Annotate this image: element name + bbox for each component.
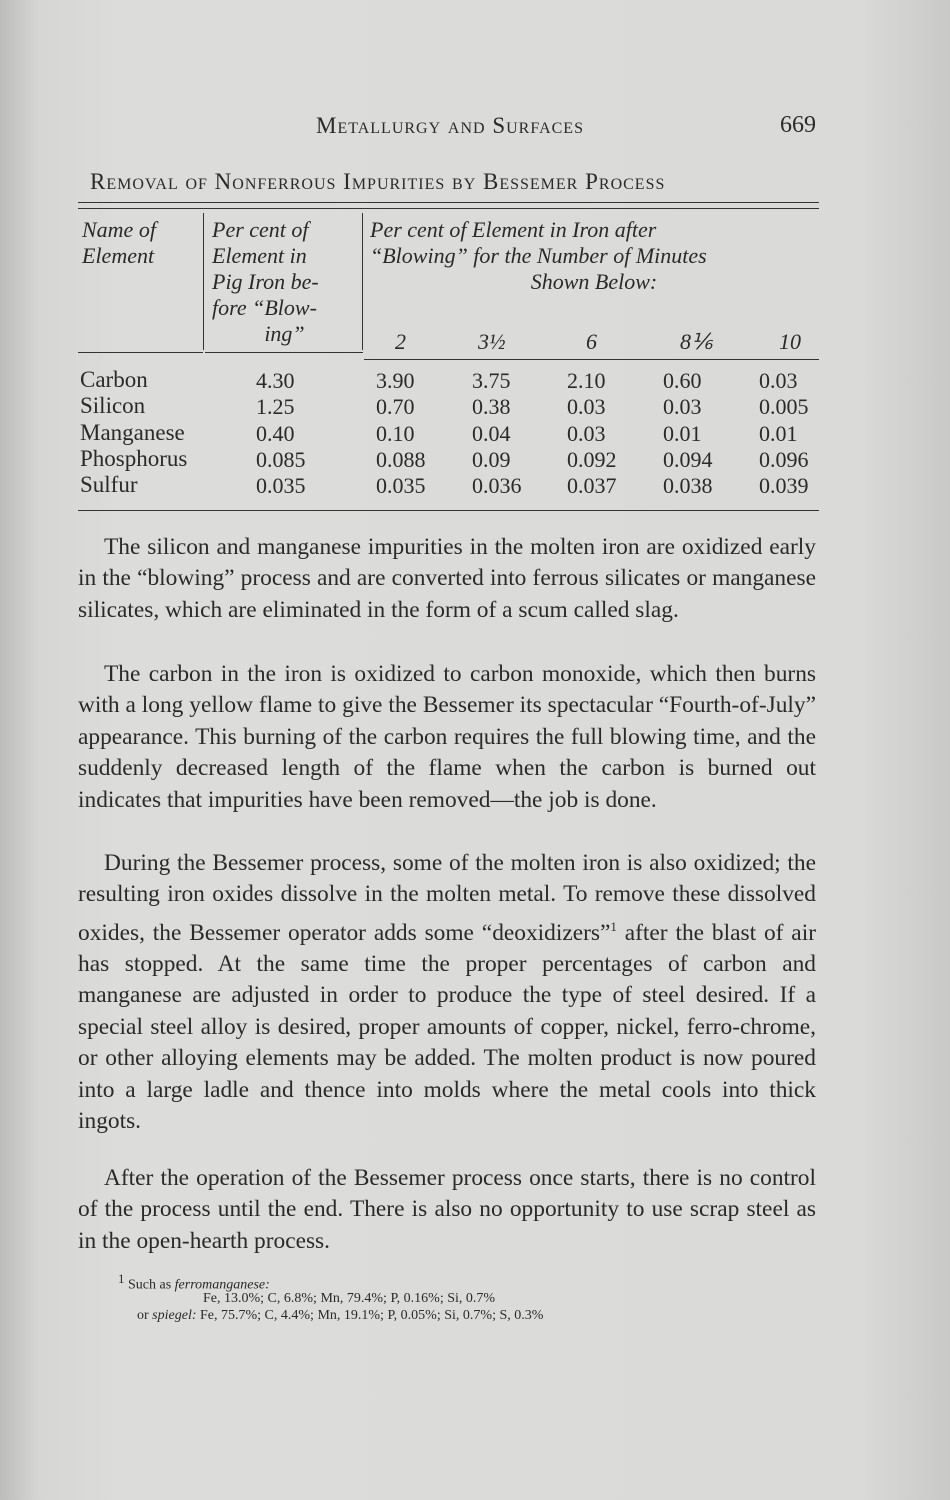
footnote-mark: 1 xyxy=(118,1271,125,1286)
header-line: fore “Blow- xyxy=(212,295,317,320)
header-line: Element in xyxy=(212,243,307,268)
cell-value: 3.75 xyxy=(472,368,511,393)
before-value: 0.085 xyxy=(256,447,306,472)
cell-value: 0.094 xyxy=(663,447,713,472)
cell-value: 0.03 xyxy=(663,394,702,419)
header-line: Shown Below: xyxy=(530,269,658,294)
footnote-ref: 1 xyxy=(610,918,617,934)
cell-value: 0.01 xyxy=(759,421,798,446)
header-name-of-element xyxy=(82,217,156,269)
paragraph-3-part-b: after the blast of air has stopped. At the same time the proper percentages of carbon and manganese are adjusted in order to produce the type of steel desired. If a special steel alloy is desired, proper amounts of copper, nickel, ferro-chrome, or other alloying elements may be added. The molten product is now poured into a large ladle and thence into molds where the metal cools into thick ingots. xyxy=(78,919,816,1135)
minutes-8-sixth: 8⅙ xyxy=(680,329,713,354)
cell-value: 0.092 xyxy=(567,447,617,472)
before-value: 0.035 xyxy=(256,473,306,498)
minutes-3-half: 3½ xyxy=(478,329,506,354)
cell-value: 2.10 xyxy=(567,368,606,393)
header-per-cent-after xyxy=(370,217,818,295)
header-bottom-rule-3 xyxy=(364,359,819,360)
minutes-10: 10 xyxy=(779,329,801,354)
table-top-rule xyxy=(78,202,819,203)
element-name: Silicon xyxy=(80,393,146,418)
column-divider-1 xyxy=(203,213,204,350)
cell-value: 0.039 xyxy=(759,473,809,498)
cell-value: 0.005 xyxy=(759,394,809,419)
cell-value: 0.035 xyxy=(376,473,426,498)
table-title: Removal of Nonferrous Impurities by Bessemer Process xyxy=(90,169,666,194)
header-line: Name of xyxy=(82,217,156,242)
paragraph-2: The carbon in the iron is oxidized to carbon monoxide, which then burns with a long yellow flame to give the Bessemer its spectacular “Fourth-of-July” appearance. This burning of the carbon requires the full blowing time, and the suddenly decreased length of the flame when the carbon is burned out indicates that impurities have been removed—the job is done. xyxy=(78,661,816,813)
cell-value: 0.60 xyxy=(663,368,702,393)
footnote-spiegel-label: spiegel: xyxy=(152,1308,197,1323)
element-name: Carbon xyxy=(80,367,148,392)
paragraph-4: After the operation of the Bessemer process once starts, there is no control of the process until the end. There is also no opportunity to use scrap steel as in the open-hearth process. xyxy=(78,1165,816,1254)
paragraph-1: The silicon and manganese impurities in the molten iron are oxidized early in the “blowing” process and are converted into ferrous silicates or manganese silicates, which are eliminated in the form of a scum called slag. xyxy=(78,534,816,623)
cell-value: 0.38 xyxy=(472,394,511,419)
header-line: “Blowing” for the Number of Minutes xyxy=(370,243,707,268)
cell-value: 3.90 xyxy=(376,368,415,393)
before-value: 0.40 xyxy=(256,421,295,446)
page-number: 669 xyxy=(780,112,816,138)
cell-value: 0.03 xyxy=(567,421,606,446)
element-name: Manganese xyxy=(80,420,185,445)
minutes-6: 6 xyxy=(586,329,597,354)
footnote-or: or xyxy=(137,1308,149,1323)
footnote-ferro-values: Fe, 13.0%; C, 6.8%; Mn, 79.4%; P, 0.16%; Si, 0.7% xyxy=(203,1291,496,1306)
cell-value: 0.04 xyxy=(472,421,511,446)
before-value: 1.25 xyxy=(256,394,295,419)
paragraph-3 xyxy=(78,848,816,1137)
element-name: Sulfur xyxy=(80,472,138,497)
header-bottom-rule-2 xyxy=(205,352,363,353)
header-per-cent-before xyxy=(212,217,357,347)
running-title: Metallurgy and Surfaces xyxy=(316,113,584,138)
cell-value: 0.096 xyxy=(759,447,809,472)
cell-value: 0.038 xyxy=(663,473,713,498)
column-divider-2 xyxy=(362,213,363,350)
header-line: Element xyxy=(82,243,155,268)
header-line: Per cent of xyxy=(212,217,309,242)
footnote-spiegel-values: Fe, 75.7%; C, 4.4%; Mn, 19.1%; P, 0.05%; Si, 0.7%; S, 0.3% xyxy=(200,1308,544,1323)
header-line: Per cent of Element in Iron after xyxy=(370,217,657,242)
cell-value: 0.036 xyxy=(472,473,522,498)
cell-value: 0.03 xyxy=(567,394,606,419)
header-line: ing” xyxy=(264,321,305,346)
header-line: Pig Iron be- xyxy=(212,269,319,294)
table-top-rule-2 xyxy=(78,208,819,209)
footnote-lead: Such as xyxy=(128,1277,172,1293)
cell-value: 0.088 xyxy=(376,447,426,472)
before-value: 4.30 xyxy=(256,368,295,393)
cell-value: 0.037 xyxy=(567,473,617,498)
footnote-line-3 xyxy=(137,1308,543,1324)
cell-value: 0.70 xyxy=(376,394,415,419)
cell-value: 0.01 xyxy=(663,421,702,446)
paragraph-3-part-a: During the Bessemer process, some of the molten iron is also oxidized; the resulting iron oxides dissolve in the molten metal. To remove these dissolved oxides, the Bessemer operator adds some “deoxidizers” xyxy=(78,850,816,946)
table-bottom-rule xyxy=(78,510,819,511)
minutes-2: 2 xyxy=(395,329,406,354)
header-bottom-rule-1 xyxy=(78,352,203,353)
cell-value: 0.03 xyxy=(759,368,798,393)
cell-value: 0.10 xyxy=(376,421,415,446)
footnote-ferro-label: ferromanganese: xyxy=(174,1277,270,1293)
cell-value: 0.09 xyxy=(472,447,511,472)
element-name: Phosphorus xyxy=(80,446,188,471)
